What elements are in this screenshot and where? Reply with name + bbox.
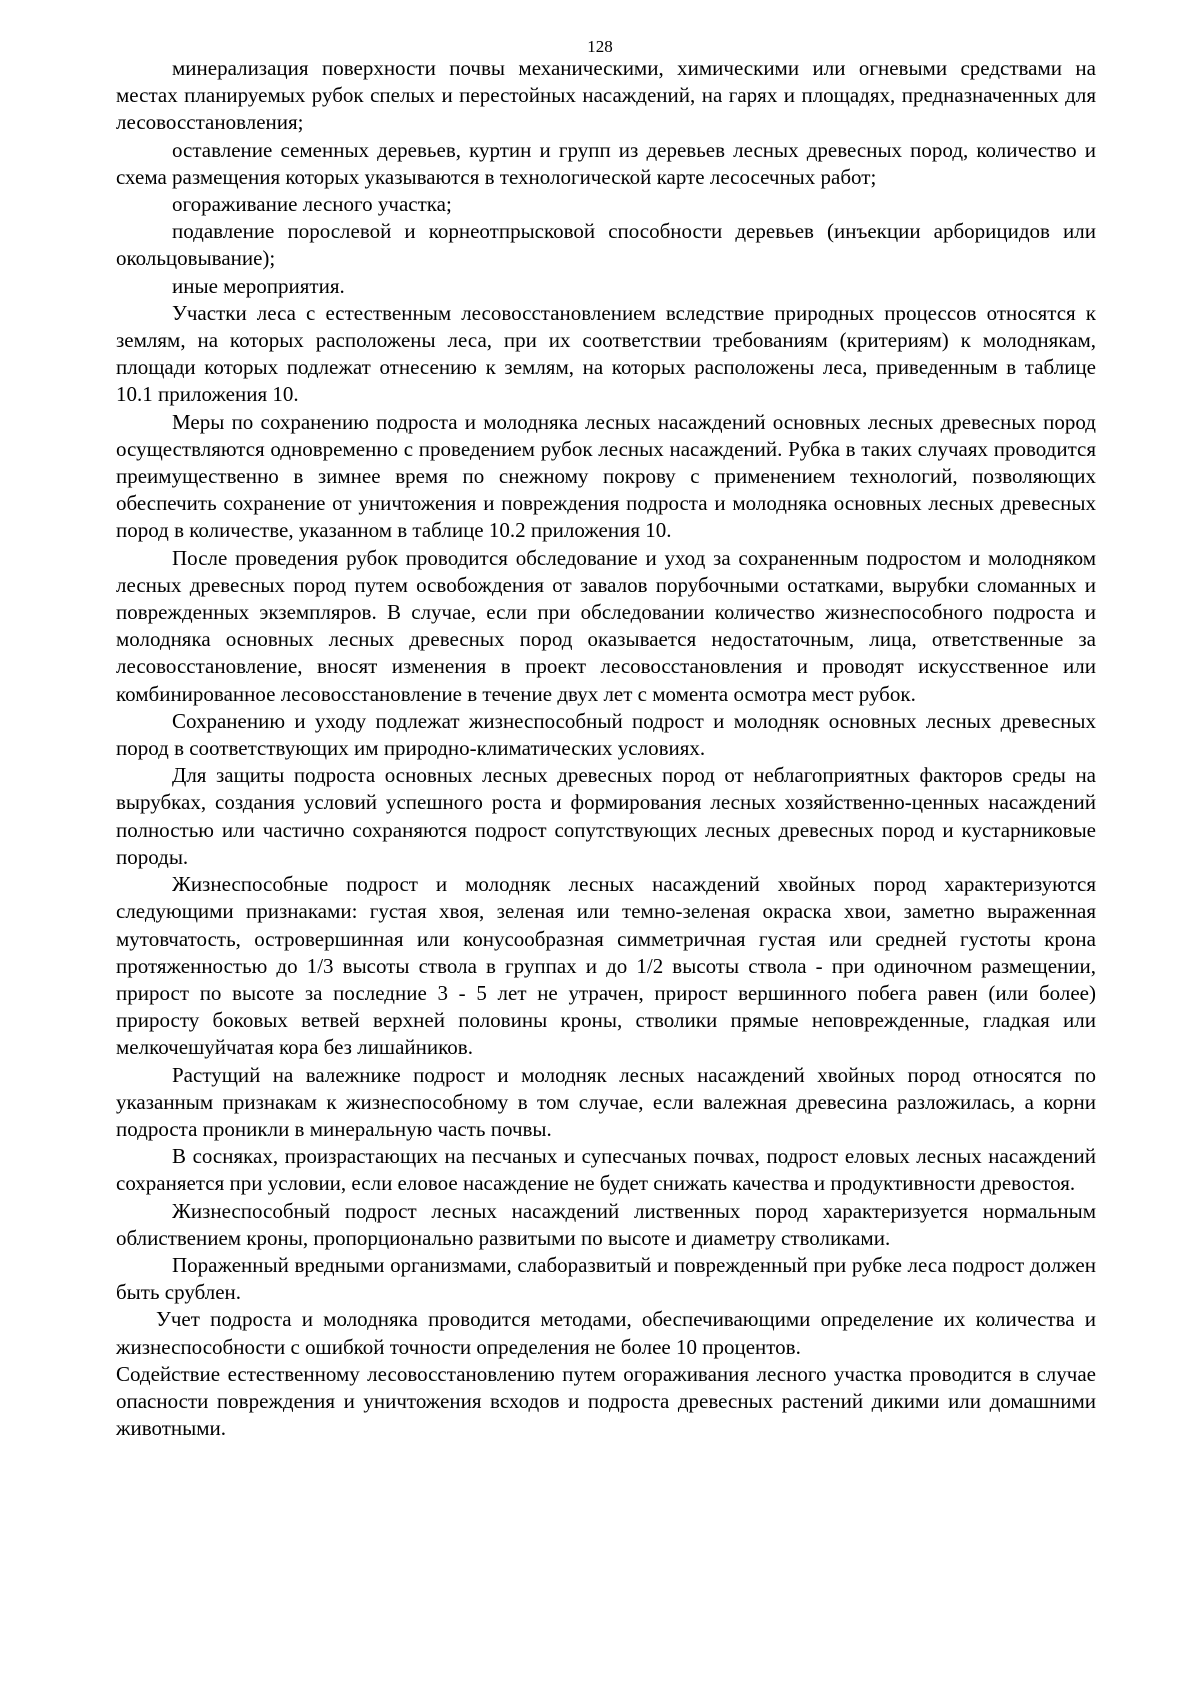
paragraph-damaged-undergrowth: Пораженный вредными организмами, слаборазвитый и поврежденный при рубке леса подрост должен быть срублен.	[116, 1252, 1096, 1305]
paragraph-undergrowth-preservation: Меры по сохранению подроста и молодняка лесных насаждений основных лесных древесных пород осуществляются одновременно с проведением рубок лесных насаждений. Рубка в таких случаях проводится преимущественно в зимнее время по снежному покрову с применением технологий, позволяющих обеспечить сохранение от уничтожения и повреждения подроста и молодняка основных лесных древесных пород в количестве, указанном в таблице 10.2 приложения 10.	[116, 409, 1096, 543]
paragraph-conifer-signs: Жизнеспособные подрост и молодняк лесных насаждений хвойных пород характеризуются следующими признаками: густая хвоя, зеленая или темно-зеленая окраска хвои, заметно выраженная мутовчатость, островершинная или конусообразная симметричная густая или средней густоты крона протяженностью до 1/3 высоты ствола в группах и до 1/2 высоты ствола - при одиночном размещении, прирост по высоте за последние 3 - 5 лет не утрачен, прирост вершинного побега равен (или более) приросту боковых ветвей верхней половины кроны, стволики прямые неповрежденные, гладкая или мелкочешуйчатая кора без лишайников.	[116, 872, 1096, 1060]
paragraph-deadwood-growth: Растущий на валежнике подрост и молодняк лесных насаждений хвойных пород относятся по указанным признакам к жизнеспособному в том случае, если валежная древесина разложилась, а корни подроста проникли в минеральную часть почвы.	[116, 1062, 1096, 1141]
paragraph-post-felling-survey: После проведения рубок проводится обследование и уход за сохраненным подростом и молодняком лесных древесных пород путем освобождения от завалов порубочными остатками, вырубки сломанных и поврежденных экземпляров. В случае, если при обследовании количество жизнеспособного подроста и молодняка основных лесных древесных пород оказывается недостаточным, лица, ответственные за лесовосстановление, вносят изменения в проект лесовосстановления и проводят искусственное или комбинированное лесовосстановление в течение двух лет с момента осмотра мест рубок.	[116, 545, 1096, 706]
paragraph-care-subject: Сохранению и уходу подлежат жизнеспособный подрост и молодняк основных лесных древесных пород в соответствующих им природно-климатических условиях.	[116, 708, 1096, 761]
paragraph-natural-regeneration: Участки леса с естественным лесовосстановлением вследствие природных процессов относятся к землям, на которых расположены леса, при их соответствии требованиям (критериям) к молоднякам, площади которых подлежат отнесению к землям, на которых расположены леса, приведенным в таблице 10.1 приложения 10.	[116, 300, 1096, 407]
paragraph-accounting: Учет подроста и молодняка проводится методами, обеспечивающими определение их количества и жизнеспособности с ошибкой точности определения не более 10 процентов.	[116, 1307, 1096, 1359]
paragraph-pine-forests: В сосняках, произрастающих на песчаных и супесчаных почвах, подрост еловых лесных насаждений сохраняется при условии, если еловое насаждение не будет снижать качества и продуктивности древостоя.	[116, 1144, 1096, 1196]
page-number: 128	[587, 37, 613, 56]
document-body	[116, 55, 1096, 1442]
paragraph-other-measures: иные мероприятия.	[172, 273, 345, 298]
paragraph-seed-trees: оставление семенных деревьев, куртин и групп из деревьев лесных древесных пород, количество и схема размещения которых указываются в технологической карте лесосечных работ;	[116, 137, 1096, 189]
paragraph-mineralization: минерализация поверхности почвы механическими, химическими или огневыми средствами на местах планируемых рубок спелых и перестойных насаждений, на гарях и площадях, предназначенных для лесовосстановления;	[116, 56, 1096, 135]
paragraph-protection: Для защиты подроста основных лесных древесных пород от неблагоприятных факторов среды на вырубках, создания условий успешного роста и формирования лесных хозяйственно-ценных насаждений полностью или частично сохраняются подрост сопутствующих лесных древесных пород и кустарниковые породы.	[116, 763, 1096, 869]
paragraph-deciduous-signs: Жизнеспособный подрост лесных насаждений лиственных пород характеризуется нормальным облиствением кроны, пропорционально развитыми по высоте и диаметру стволиками.	[116, 1198, 1096, 1250]
paragraph-fencing: огораживание лесного участка;	[172, 192, 452, 217]
paragraph-fencing-assistance: Содействие естественному лесовосстановлению путем огораживания лесного участка проводится в случае опасности повреждения и уничтожения всходов и подроста древесных растений дикими или домашними животными.	[116, 1361, 1096, 1441]
paragraph-suppression: подавление порослевой и корнеотпрысковой способности деревьев (инъекции арборицидов или окольцовывание);	[116, 219, 1096, 271]
